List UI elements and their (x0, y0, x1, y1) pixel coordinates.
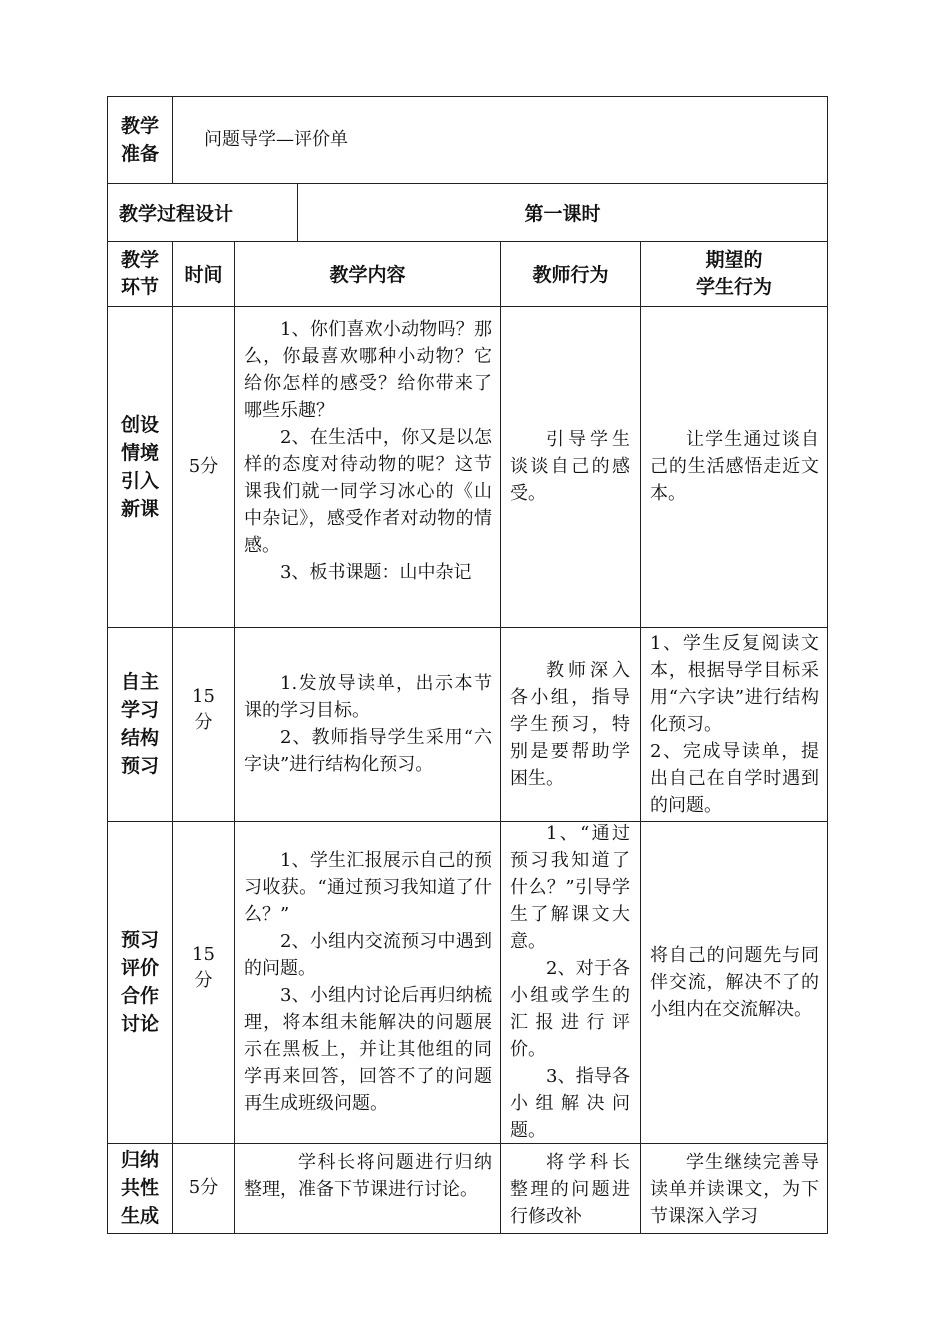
col-time-header (173, 241, 235, 306)
stage-line: 引入 (120, 469, 159, 492)
teacher-cell (501, 1143, 641, 1233)
col-content-header (235, 241, 501, 306)
time-cell (173, 821, 235, 1143)
teacher-paragraph: 1、“通过预习我知道了什么？”引导学生了解课文大意。 (510, 823, 630, 952)
stage-line: 情境 (120, 441, 159, 464)
content-paragraph: 2、在生活中，你又是以怎样的态度对待动物的呢？这节课我们就一同学习冰心的《山中杂记》，感受作者对动物的情感。 (244, 427, 492, 556)
col-teacher-label: 教师行为 (532, 264, 609, 286)
table-row (107, 306, 828, 628)
col-stage-line1: 教学 (120, 248, 159, 271)
col-teacher-header (501, 241, 641, 306)
time-unit: 分 (194, 712, 213, 733)
stage-line: 自主 (120, 671, 159, 693)
student-cell (641, 627, 827, 821)
student-cell (641, 821, 827, 1143)
student-paragraph: 让学生通过谈自己的生活感悟走近文本。 (650, 429, 819, 504)
table-row (107, 627, 828, 822)
prep-row (107, 96, 828, 184)
time-value: 5分 (188, 1176, 219, 1198)
design-label-cell (108, 183, 298, 241)
stage-line: 预习 (120, 755, 159, 777)
stage-line: 学习 (120, 699, 159, 721)
content-paragraph: 1、学生汇报展示自己的预习收获。“通过预习我知道了什么？” (244, 850, 492, 925)
col-student-line2: 学生行为 (695, 275, 772, 298)
teacher-paragraph: 2、对于各小组或学生的汇报进行评价。 (510, 958, 630, 1060)
time-value: 15 (192, 944, 215, 965)
session-cell (298, 183, 827, 241)
teacher-cell (501, 627, 641, 821)
col-content-label: 教学内容 (329, 264, 406, 286)
content-paragraph: 学科长将问题进行归纳整理，准备下节课进行讨论。 (244, 1152, 492, 1200)
stage-line: 生成 (120, 1205, 159, 1227)
content-cell (235, 1143, 501, 1233)
prep-label-line1: 教学 (120, 115, 159, 137)
teacher-paragraph: 教师深入各小组，指导学生预习，特别是要帮助学困生。 (510, 659, 630, 789)
content-paragraph: 2、教师指导学生采用“六字诀”进行结构化预习。 (244, 727, 492, 775)
table-row (107, 1143, 828, 1234)
stage-cell (108, 627, 173, 821)
time-value: 5分 (188, 456, 219, 477)
time-unit: 分 (194, 970, 213, 991)
student-paragraph: 学生继续完善导读单并读课文，为下节课深入学习 (650, 1152, 819, 1227)
session-label: 第一课时 (524, 202, 601, 225)
student-cell (641, 306, 827, 627)
prep-label-cell (108, 97, 173, 183)
teacher-cell (501, 821, 641, 1143)
stage-line: 新课 (120, 497, 159, 520)
content-paragraph: 1、你们喜欢小动物吗？那么，你最喜欢哪种小动物？它给你怎样的感受？给你带来了哪些乐趣？ (244, 319, 492, 421)
content-paragraph: 3、小组内讨论后再归纳梳理，将本组未能解决的问题展示在黑板上，并让其他组的同学再来回答，回答不了的问题再生成班级问题。 (244, 985, 492, 1114)
content-paragraph: 1.发放导读单，出示本节课的学习目标。 (244, 673, 492, 721)
col-time-label: 时间 (184, 264, 223, 286)
student-paragraph: 2、完成导读单，提出自己在自学时遇到的问题。 (650, 740, 819, 816)
stage-line: 评价 (120, 957, 159, 979)
column-header-row (107, 241, 828, 307)
design-row (107, 183, 828, 242)
stage-line: 讨论 (120, 1013, 159, 1035)
table-row (107, 821, 828, 1144)
stage-line: 合作 (120, 985, 159, 1007)
time-cell (173, 627, 235, 821)
content-paragraph: 3、板书课题：山中杂记 (280, 562, 472, 583)
stage-line: 预习 (120, 929, 159, 951)
teacher-paragraph: 引导学生谈谈自己的感受。 (510, 429, 630, 504)
teacher-paragraph: 3、指导各小组解决问题。 (510, 1066, 630, 1141)
teacher-cell (501, 306, 641, 627)
stage-cell (108, 821, 173, 1143)
student-cell (641, 1143, 827, 1233)
stage-line: 创设 (120, 413, 159, 436)
stage-cell (108, 306, 173, 627)
student-paragraph: 1、学生反复阅读文本，根据导学目标采用“六字诀”进行结构化预习。 (650, 632, 819, 735)
prep-content: 问题导学—评价单 (204, 128, 348, 150)
design-label: 教学过程设计 (119, 202, 234, 225)
student-paragraph: 将自己的问题先与同伴交流，解决不了的小组内在交流解决。 (650, 944, 819, 1020)
content-cell (235, 306, 501, 627)
col-stage-header (108, 241, 173, 306)
col-student-header (641, 241, 827, 306)
time-value: 15 (192, 686, 215, 707)
content-paragraph: 2、小组内交流预习中遇到的问题。 (244, 931, 492, 979)
time-cell (173, 306, 235, 627)
stage-line: 共性 (120, 1177, 159, 1199)
teacher-paragraph: 将学科长整理的问题进行修改补 (510, 1152, 630, 1227)
col-student-line1: 期望的 (705, 248, 763, 271)
time-cell (173, 1143, 235, 1233)
prep-label-line2: 准备 (120, 143, 159, 165)
stage-cell (108, 1143, 173, 1233)
stage-line: 结构 (120, 727, 159, 749)
prep-content-cell (173, 97, 827, 183)
stage-line: 归纳 (120, 1149, 159, 1171)
content-cell (235, 627, 501, 821)
content-cell (235, 821, 501, 1143)
col-stage-line2: 环节 (120, 275, 159, 298)
